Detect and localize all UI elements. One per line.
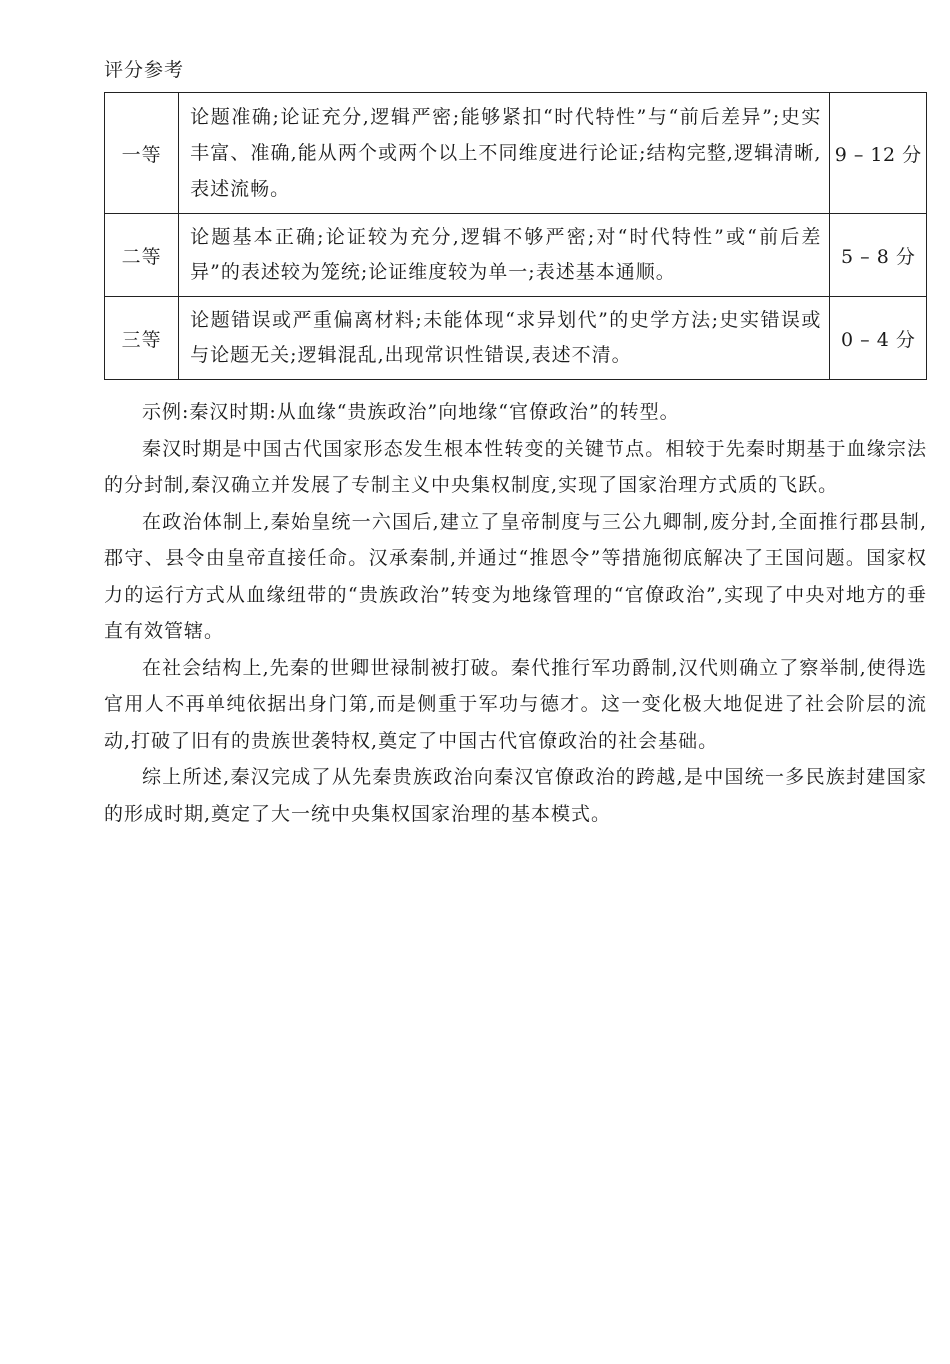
rubric-row bbox=[105, 297, 927, 380]
essay-paragraph: 综上所述,秦汉完成了从先秦贵族政治向秦汉官僚政治的跨越,是中国统一多民族封建国家的形成时期,奠定了大一统中央集权国家治理的基本模式。 bbox=[104, 766, 927, 825]
rubric-level: 一等 bbox=[105, 93, 179, 214]
rubric-score: 9 – 12 分 bbox=[830, 93, 927, 214]
rubric-level: 二等 bbox=[105, 214, 179, 297]
example-essay bbox=[104, 394, 927, 832]
rubric-score: 5 – 8 分 bbox=[830, 214, 927, 297]
essay-paragraph: 在政治体制上,秦始皇统一六国后,建立了皇帝制度与三公九卿制,废分封,全面推行郡县制,郡守、县令由皇帝直接任命。汉承秦制,并通过“推恩令”等措施彻底解决了王国问题。国家权力的运行方式从血缘纽带的“贵族政治”转变为地缘管理的“官僚政治”,实现了中央对地方的垂直有效管辖。 bbox=[104, 510, 927, 642]
rubric-level: 三等 bbox=[105, 297, 179, 380]
rubric-heading: 评分参考 bbox=[104, 59, 185, 81]
rubric-description: 论题基本正确;论证较为充分,逻辑不够严密;对“时代特性”或“前后差异”的表述较为笼统;论证维度较为单一;表述基本通顺。 bbox=[179, 214, 830, 297]
rubric-score: 0 – 4 分 bbox=[830, 297, 927, 380]
grading-rubric-table bbox=[104, 92, 927, 380]
rubric-description: 论题准确;论证充分,逻辑严密;能够紧扣“时代特性”与“前后差异”;史实丰富、准确,能从两个或两个以上不同维度进行论证;结构完整,逻辑清晰,表述流畅。 bbox=[179, 93, 830, 214]
essay-paragraph: 在社会结构上,先秦的世卿世禄制被打破。秦代推行军功爵制,汉代则确立了察举制,使得选官用人不再单纯依据出身门第,而是侧重于军功与德才。这一变化极大地促进了社会阶层的流动,打破了旧有的贵族世袭特权,奠定了中国古代官僚政治的社会基础。 bbox=[104, 656, 927, 752]
rubric-description: 论题错误或严重偏离材料;未能体现“求异划代”的史学方法;史实错误或与论题无关;逻辑混乱,出现常识性错误,表述不清。 bbox=[179, 297, 830, 380]
essay-example-title: 示例:秦汉时期:从血缘“贵族政治”向地缘“官僚政治”的转型。 bbox=[142, 401, 680, 423]
rubric-row bbox=[105, 93, 927, 214]
essay-paragraph: 秦汉时期是中国古代国家形态发生根本性转变的关键节点。相较于先秦时期基于血缘宗法的分封制,秦汉确立并发展了专制主义中央集权制度,实现了国家治理方式质的飞跃。 bbox=[104, 437, 927, 496]
rubric-row bbox=[105, 214, 927, 297]
